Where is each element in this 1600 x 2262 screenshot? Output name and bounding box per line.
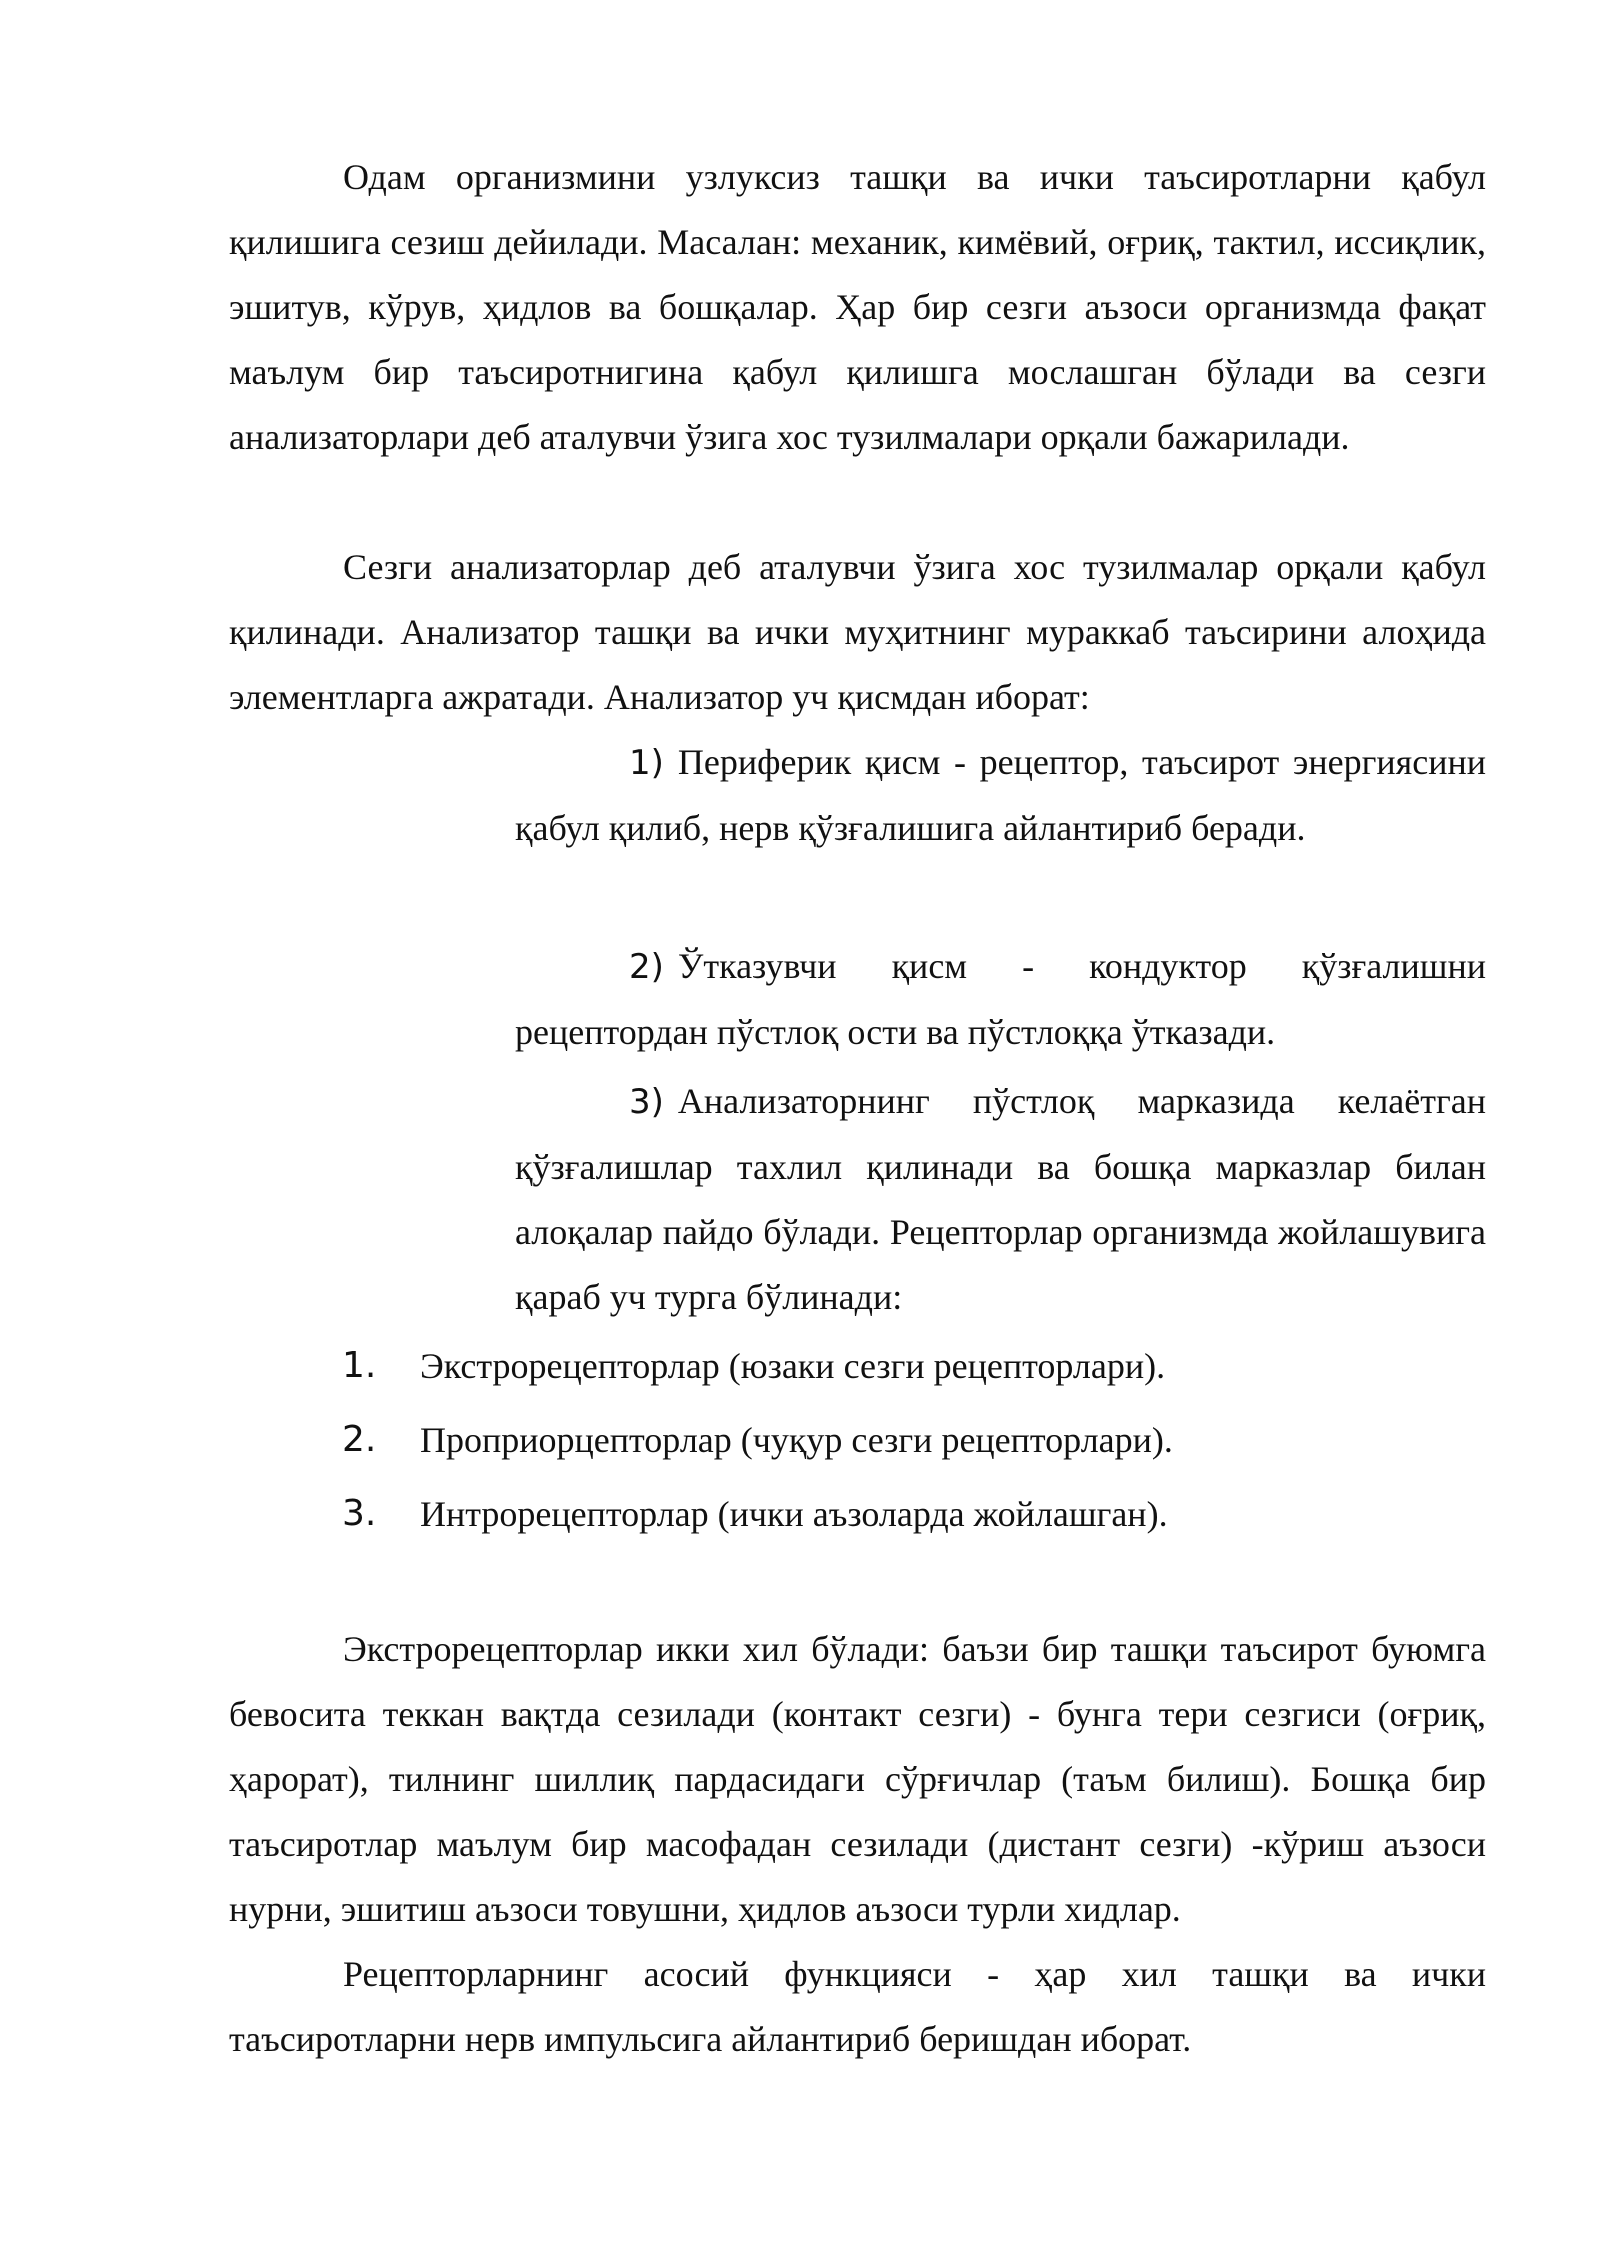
list-item-text: Экстрорецепторлар (юзаки сезги рецепторлари). xyxy=(420,1346,1166,1386)
analyzer-part-2 xyxy=(515,934,1486,1065)
part-text: Анализаторнинг пўстлоқ марказида келаётган қўзғалишлар тахлил қилинади ва бошқа марказлар билан алоқалар пайдо бўлади. Рецепторлар организмда жойлашувига қараб уч турга бўлинади: xyxy=(515,1081,1486,1317)
list-marker: 1. xyxy=(342,1345,377,1386)
paragraph-analyzers-intro: Сезги анализаторлар деб аталувчи ўзига хос тузилмалар орқали қабул қилинади. Анализатор ташқи ва ички муҳитнинг мураккаб таъсирини алоҳида элементларга ажратади. Анализатор уч қисмдан иборат: xyxy=(229,547,1486,717)
paragraph-receptor-function: Рецепторларнинг асосий функцияси - ҳар хил ташқи ва ички таъсиротларни нерв импульсига айлантириб беришдан иборат. xyxy=(229,1954,1486,2059)
list-item xyxy=(342,1331,1486,1401)
list-item-text: Интрорецепторлар (ички аъзоларда жойлашган). xyxy=(420,1494,1168,1534)
list-item-text: Проприорцепторлар (чуқур сезги рецепторлари). xyxy=(420,1420,1173,1460)
part-marker: 2) xyxy=(629,947,664,987)
analyzer-part-1 xyxy=(515,730,1486,861)
analyzer-part-3 xyxy=(515,1069,1486,1330)
list-marker: 2. xyxy=(342,1419,377,1460)
list-item xyxy=(342,1479,1486,1549)
paragraph-sensation-definition: Одам организмини узлуксиз ташқи ва ички таъсиротларни қабул қилишига сезиш дейилади. Масалан: механик, кимёвий, оғриқ, тактил, иссиқлик, эшитув, кўрув, ҳидлов ва бошқалар. Ҳар бир сезги аъзоси организмда фақат маълум бир таъсиротнигина қабул қилишга мослашган бўлади ва сезги анализаторлари деб аталувчи ўзига хос тузилмалари орқали бажарилади. xyxy=(229,157,1486,457)
part-text: Ўтказувчи қисм - кондуктор қўзғалишни рецептордан пўстлоқ ости ва пўстлоққа ўтказади. xyxy=(515,946,1486,1052)
paragraph-exteroceptors: Экстрорецепторлар икки хил бўлади: баъзи бир ташқи таъсирот буюмга бевосита теккан вақтда сезилади (контакт сезги) - бунга тери сезгиси (оғриқ, ҳарорат), тилнинг шиллиқ пардасидаги сўрғичлар (таъм билиш). Бошқа бир таъсиротлар маълум бир масофадан сезилади (дистант сезги) -кўриш аъзоси нурни, эшитиш аъзоси товушни, ҳидлов аъзоси турли хидлар. xyxy=(229,1629,1486,1929)
part-marker: 3) xyxy=(629,1082,664,1122)
part-text: Периферик қисм - рецептор, таъсирот энергиясини қабул қилиб, нерв қўзғалишига айлантириб беради. xyxy=(515,742,1486,848)
list-marker: 3. xyxy=(342,1493,377,1534)
part-marker: 1) xyxy=(629,743,664,783)
list-item xyxy=(342,1405,1486,1475)
